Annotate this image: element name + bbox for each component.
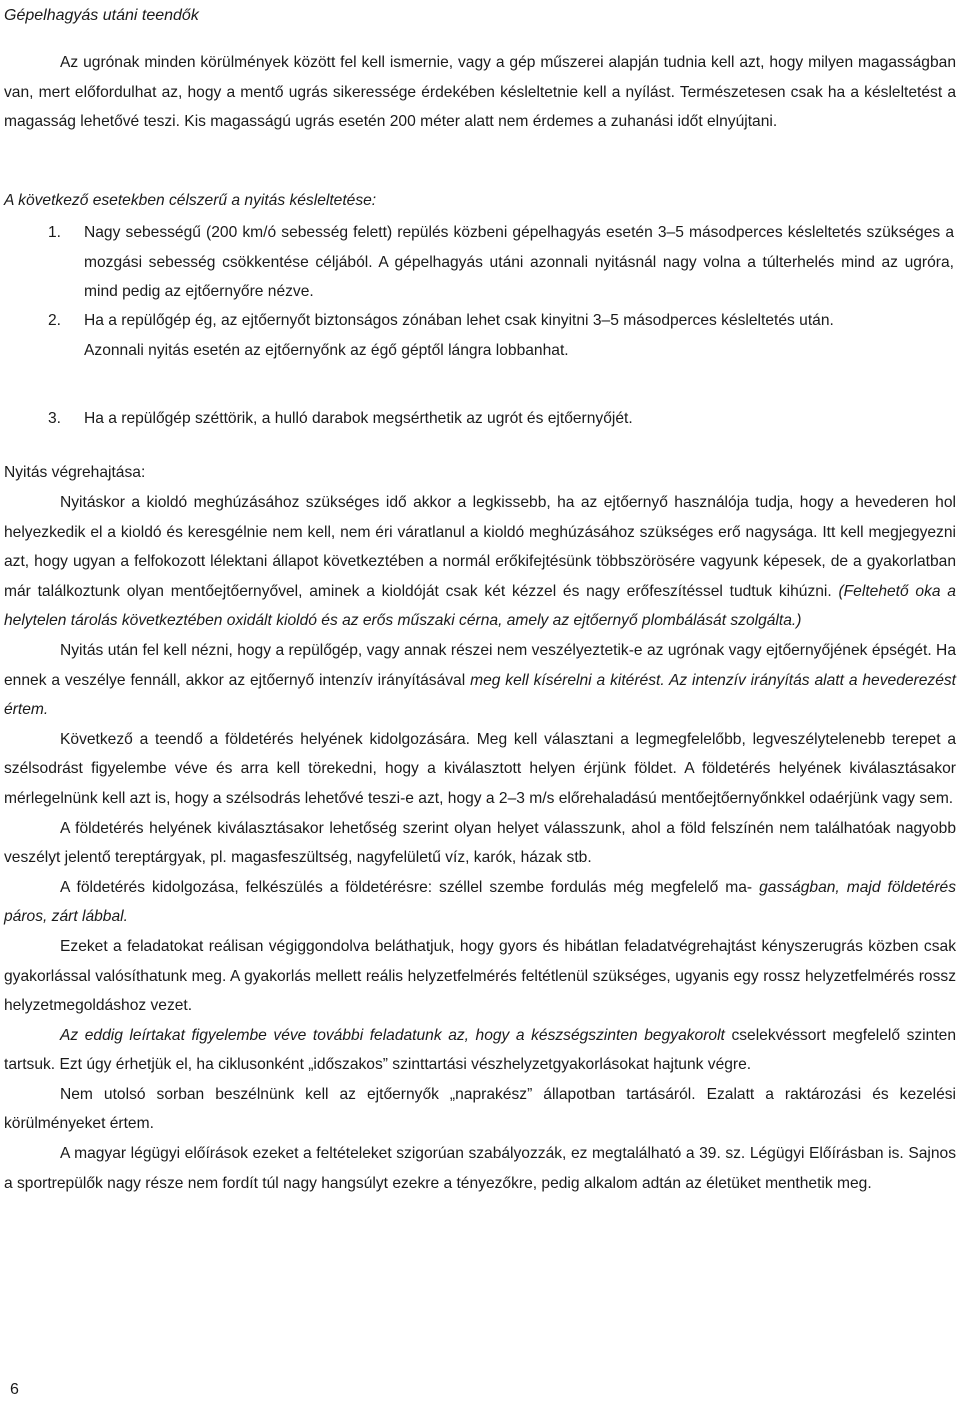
paragraph-text: Nyitás után fel kell nézni, hogy a repülőgép, vagy annak részei nem veszélyeztetik-e az ugrónak vagy ejtőernyőjének épségét. Ha ennek a veszélye fennáll, akkor az ejtőernyő intenzív irányításával <box>4 641 956 689</box>
list-item-number: 3. <box>48 410 62 427</box>
delay-cases-list-3 <box>48 404 954 434</box>
paragraph-further-tasks <box>4 1021 956 1080</box>
list-item-text: Ha a repülőgép széttörik, a hulló darabok megsérthetik az ugrót és ejtőernyőjét. <box>84 410 633 427</box>
paragraph-italic-text: meg kell kísérelni a kitérést. Az intenzív irányítás alatt a hevederezést értem. <box>4 671 956 719</box>
list-heading: A következő esetekben célszerű a nyitás késleltetése: <box>4 192 377 209</box>
paragraph-text: A földetérés kidolgozása, felkészülés a földetérésre: széllel szembe fordulás még megfelelő ma- <box>60 878 753 896</box>
page-number: 6 <box>10 1381 19 1398</box>
paragraph-regulations: A magyar légügyi előírások ezeket a feltételeket szigorúan szabályozzák, ez megtalálható a 39. sz. Légügyi Előírásban is. Sajnos a sportrepülők nagy része nem fordít túl nagy hangsúlyt ezekre a tényezőkre, pedig alkalom adtán az életüket menthetik meg. <box>4 1145 956 1192</box>
paragraph-landing-preparation <box>4 873 956 932</box>
list-item <box>48 218 954 307</box>
intro-paragraph: Az ugrónak minden körülmények között fel kell ismernie, vagy a gép műszerei alapján tudnia kell azt, hogy milyen magasságban van, mert előfordulhat az, hogy a mentő ugrás sikeressége érdekében késleltetnie kell a nyílást. Természetesen csak ha a késleltetést a magasság lehetővé teszi. Kis magasságú ugrás esetén 200 méter alatt nem érdemes a zuhanási időt elnyújtani. <box>4 54 956 131</box>
page-title: Gépelhagyás utáni teendők <box>4 7 199 24</box>
body-text <box>4 488 956 1198</box>
paragraph-landing-selection: A földetérés helyének kiválasztásakor lehetőség szerint olyan helyet válasszunk, ahol a föld felszínén nem találhatóak nagyobb veszélyt jelentő tereptárgyak, pl. magasfeszültség, nagyfelületű víz, karók, házak stb. <box>4 819 956 867</box>
paragraph-check-aircraft <box>4 636 956 725</box>
list-item-number: 1. <box>48 224 62 241</box>
list-item <box>48 404 954 434</box>
paragraph-landing-site: Következő a teendő a földetérés helyének kidolgozására. Meg kell választani a legmegfelelőbb, legveszélytelenebb terepet a szélsodrást figyelembe véve és arra kell törekedni, hogy a kiválasztott helyen érjünk földet. A földetérés helyének kiválasztásakor mérlegelnünk kell azt is, hogy a szélsodrás lehetővé teszi-e azt, hogy a 2–3 m/s előrehaladású mentőejtőernyőnkkel odaérjünk vagy sem. <box>4 730 956 807</box>
list-item-number: 2. <box>48 312 62 329</box>
section-heading-block <box>4 458 956 488</box>
section-heading: Nyitás végrehajtása: <box>4 464 146 481</box>
list-heading-block <box>4 186 956 216</box>
list-item-text: Ha a repülőgép ég, az ejtőernyőt biztonságos zónában lehet csak kinyitni 3–5 másodperces késleltetés után. <box>84 312 834 329</box>
paragraph-storage: Nem utolsó sorban beszélnünk kell az ejtőernyők „naprakész” állapotban tartásáról. Ezalatt a raktározási és kezelési körülményeket értem. <box>4 1085 956 1133</box>
list-item <box>48 306 954 336</box>
paragraph-italic-text: Az eddig leírtakat figyelembe véve további feladatunk az, hogy a készségszinten begyakorolt <box>60 1026 725 1044</box>
paragraph-italic-text: gasságban, majd földetérés páros, zárt lábbal. <box>4 878 956 926</box>
paragraph-opening-procedure <box>4 488 956 636</box>
paragraph-text: cselekvéssort megfelelő szinten tartsuk. Ezt úgy érhetjük el, ha ciklusonként „időszakos” szinttartási vészhelyzetgyakorlásokat hajtunk végre. <box>4 1026 957 1074</box>
paragraph-italic-note: (Feltehető oka a helytelen tárolás következtében oxidált kioldó és az erős műszaki cérna, amely az ejtőernyő plombálását szolgálta.) <box>4 582 956 630</box>
list-item-continuation: Azonnali nyitás esetén az ejtőernyőnk az égő géptől lángra lobbanhat. <box>84 341 569 359</box>
paragraph-practice: Ezeket a feladatokat reálisan végiggondolva beláthatjuk, hogy gyors és hibátlan feladatvégrehajtást kényszerugrás közben csak gyakorlással valósíthatunk meg. A gyakorlás mellett reális helyzetfelmérés feltétlenül szükséges, ugyanis egy rossz helyzetfelmérés rossz helyzetmegoldáshoz vezet. <box>4 937 956 1015</box>
intro-block <box>4 48 956 137</box>
delay-cases-list <box>48 218 954 307</box>
delay-cases-list-2 <box>48 306 954 365</box>
list-item-text: Nagy sebességű (200 km/ó sebesség felett) repülés közbeni gépelhagyás esetén 3–5 másodperces késleltetés szükséges a mozgási sebesség csökkentése céljából. A gépelhagyás utáni azonnali nyitásnál nagy volna a túlterhelés mind az ugróra, mind pedig az ejtőernyőre nézve. <box>84 224 954 301</box>
paragraph-text: Nyitáskor a kioldó meghúzásához szükséges idő akkor a legkissebb, ha az ejtőernyő használója tudja, hogy a hevederen hol helyezkedik el a kioldó és keresgélnie nem kell, nem éri váratlanul a kioldó meghúzásához szükséges erő nagysága. Itt kell megjegyezni azt, hogy ugyan a felfokozott lélektani állapot következtében a normál erőkifejtésünk többszörösére vagyunk képesek, de a gyakorlatban már találkoztunk olyan mentőejtőernyővel, aminek a kioldóját csak két kézzel és nagy erőfeszítéssel tudtuk kihúzni. <box>4 494 956 600</box>
